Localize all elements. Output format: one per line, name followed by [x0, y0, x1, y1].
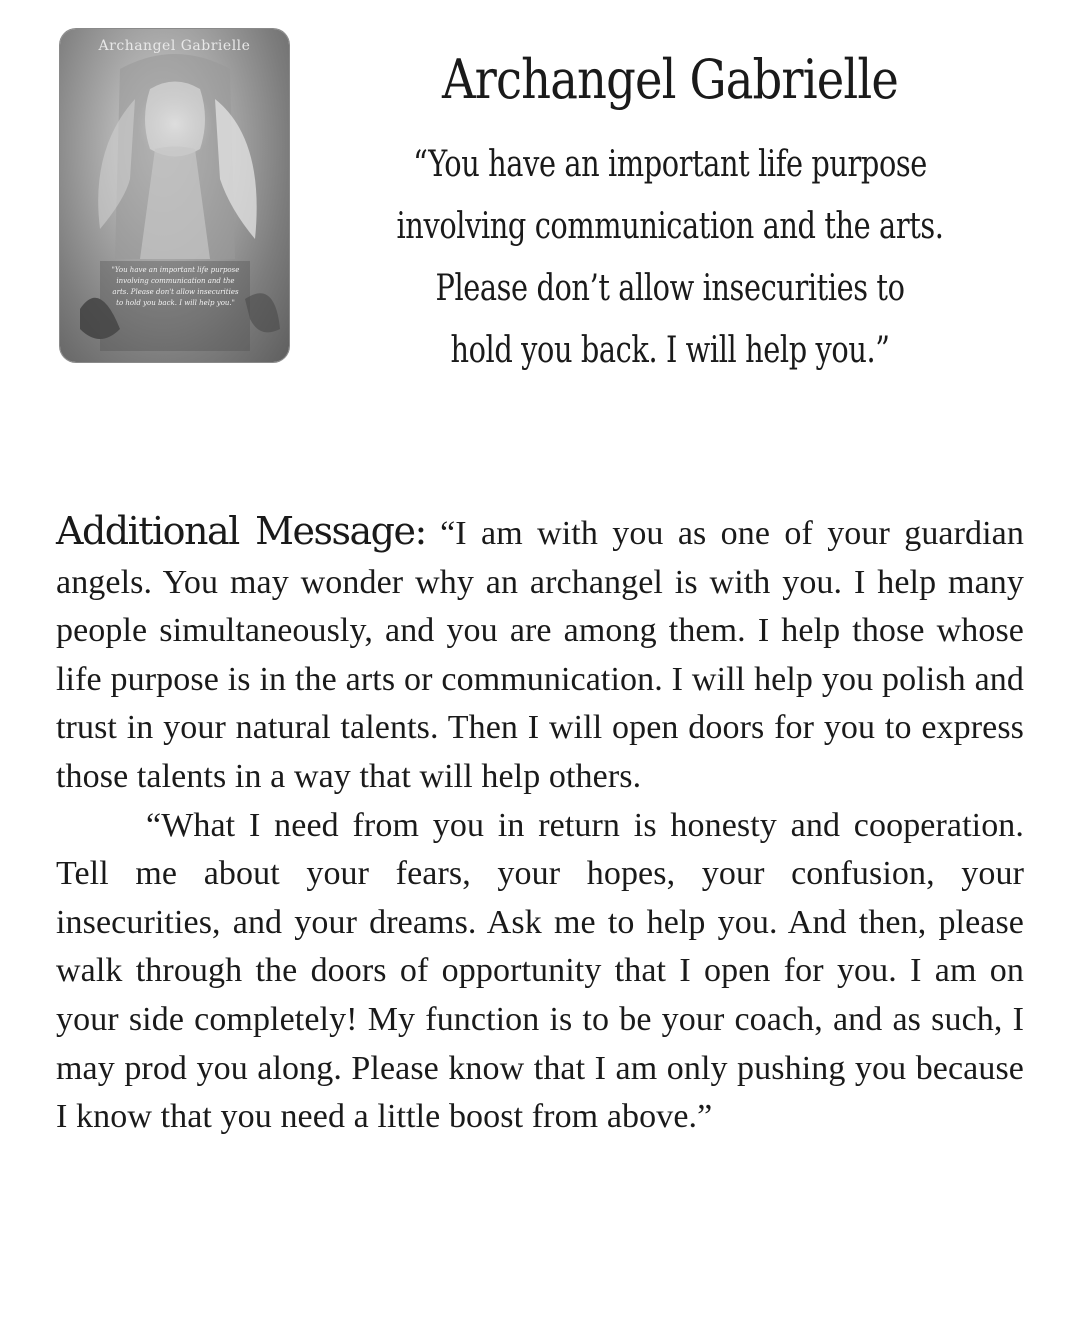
additional-message [56, 507, 1024, 1142]
card-title: Archangel Gabrielle [98, 38, 251, 54]
card-thumbnail [60, 29, 289, 362]
message-heading: Additional Message: [56, 509, 426, 553]
message-paragraph [56, 507, 1024, 802]
message-paragraph-1-text: “I am with you as one of your guardian angels. You may wonder why an archangel is with you. I help many people simultaneously, and you are among them. I help those whose life purpose is in the arts or communication. I will help you polish and trust in your natural talents. Then I will open doors for you to express those talents in a way that will help others. [56, 515, 1024, 795]
page-title: Archangel Gabrielle [442, 48, 898, 111]
card-quote [374, 134, 966, 382]
quote-line: Please don’t allow insecurities to [435, 268, 905, 309]
header [300, 40, 1040, 382]
quote-line: involving communication and the arts. [396, 206, 944, 247]
quote-line: “You have an important life purpose [413, 144, 927, 185]
message-paragraph-2-text: “What I need from you in return is honesty and cooperation. Tell me about your fears, your hopes, your confusion, your insecurities, and your dreams. Ask me to help you. And then, please walk through the doors of opportunity that I open for you. I am on your side completely! My function is to be your coach, and as such, I may prod you along. Please know that I am only pushing you because I know that you need a little boost from above.” [56, 806, 1024, 1136]
angel-illustration [60, 29, 289, 362]
card-message-text: "You have an important life purpose involving communication and the arts. Please don't allow insecurities to hold you back. I will help you." [111, 266, 240, 307]
quote-line: hold you back. I will help you.” [450, 330, 890, 371]
